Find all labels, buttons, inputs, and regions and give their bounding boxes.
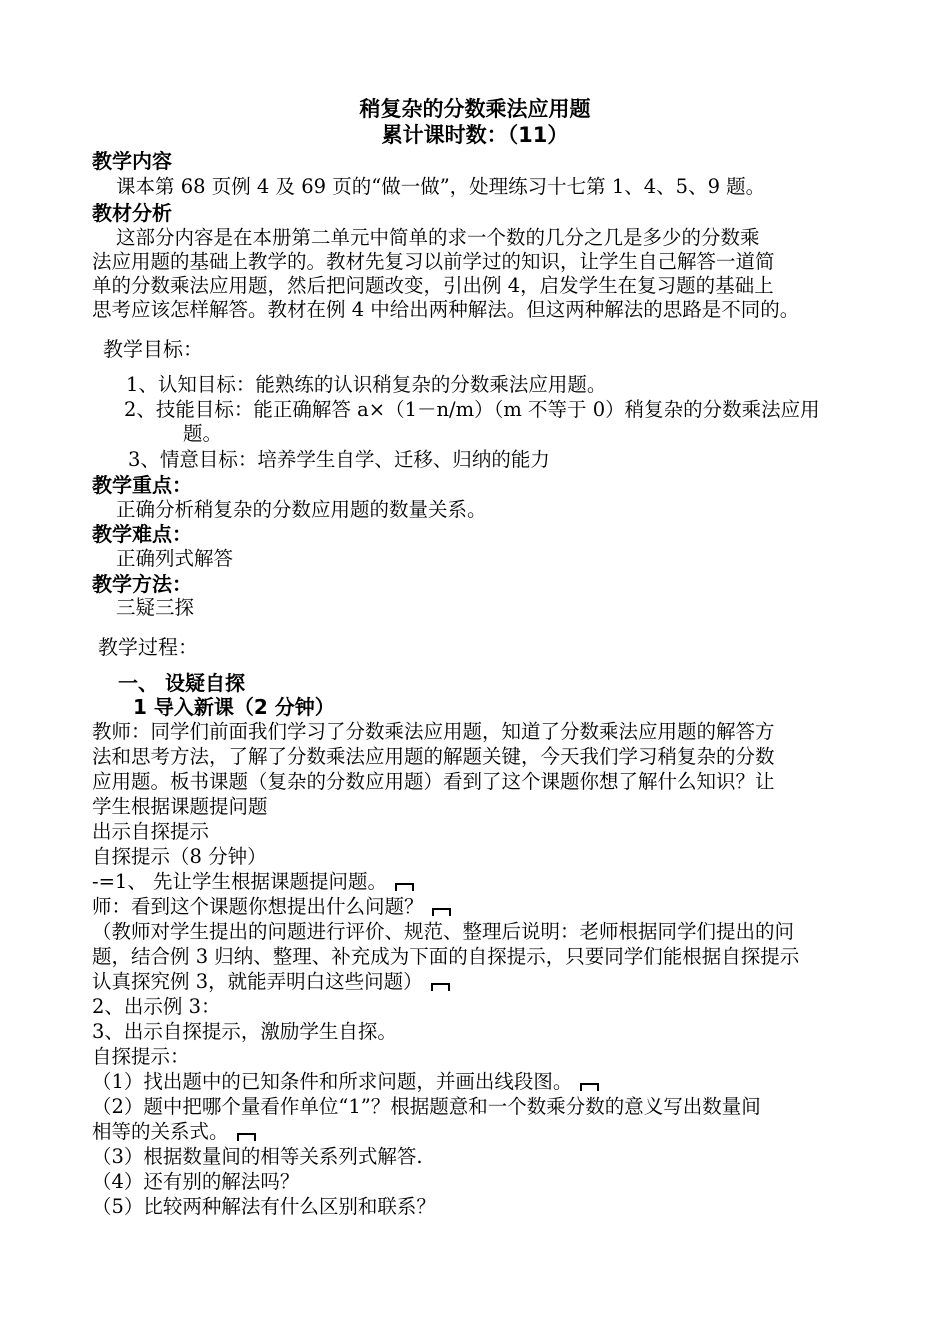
difficulty-text: 正确列式解答 — [116, 547, 234, 570]
step-1-row — [92, 870, 414, 894]
section-heading: 一、 设疑自探 — [118, 671, 245, 695]
intro-line: 学生根据课题提问题 — [92, 795, 268, 818]
analysis-line: 思考应该怎样解答。教材在例 4 中给出两种解法。但这两种解法的思路是不同的。 — [92, 298, 800, 321]
hint-1-row — [92, 1070, 599, 1094]
method-heading: 教学方法： — [92, 572, 192, 596]
teacher-ask-text: 师：看到这个课题你想提出什么问题？ — [92, 895, 424, 918]
content-heading: 教学内容 — [92, 149, 172, 173]
revision-mark-icon — [431, 983, 450, 991]
document-title: 稍复杂的分数乘法应用题 — [359, 97, 591, 121]
hint-time-text: 自探提示（8 分钟） — [92, 845, 267, 868]
goal-affective: 3、情意目标：培养学生自学、迁移、归纳的能力 — [128, 448, 550, 471]
revision-mark-icon — [432, 908, 451, 916]
hint-2-continued: 相等的关系式。 — [92, 1120, 229, 1143]
intro-line: 法和思考方法，了解了分数乘法应用题的解题关键，今天我们学习稍复杂的分数 — [92, 745, 775, 768]
hint-1-text: （1）找出题中的已知条件和所求问题，并画出线段图。 — [92, 1070, 573, 1093]
content-text: 课本第 68 页例 4 及 69 页的“做一做”，处理练习十七第 1、4、5、9 题。 — [116, 175, 766, 198]
teacher-ask-row — [92, 895, 451, 919]
note-line: （教师对学生提出的问题进行评价、规范、整理后说明：老师根据同学们提出的问 — [92, 920, 795, 943]
hints-label: 自探提示： — [92, 1045, 190, 1068]
analysis-line: 单的分数乘法应用题，然后把问题改变，引出例 4，启发学生在复习题的基础上 — [92, 274, 774, 297]
key-heading: 教学重点： — [92, 473, 192, 497]
goal-skill-continued: 题。 — [183, 422, 223, 445]
process-heading: 教学过程： — [98, 635, 198, 659]
step-2-text: 2、出示例 3： — [92, 995, 221, 1018]
subsection-heading: 1 导入新课（2 分钟） — [133, 695, 335, 719]
hint-3-text: （3）根据数量间的相等关系列式解答. — [92, 1145, 423, 1168]
hint-4-text: （4）还有别的解法吗？ — [92, 1170, 300, 1193]
analysis-heading: 教材分析 — [92, 201, 172, 225]
analysis-line: 法应用题的基础上教学的。教材先复习以前学过的知识，让学生自己解答一道简 — [92, 250, 775, 273]
intro-line: 应用题。板书课题（复杂的分数应用题）看到了这个课题你想了解什么知识？让 — [92, 770, 775, 793]
goal-skill: 2、技能目标：能正确解答 a×（1－n/m）（m 不等于 0）稍复杂的分数乘法应用 — [124, 398, 820, 421]
revision-mark-icon — [580, 1083, 599, 1091]
analysis-line: 这部分内容是在本册第二单元中简单的求一个数的几分之几是多少的分数乘 — [116, 226, 760, 249]
lesson-count: 累计课时数：（11） — [381, 123, 569, 147]
key-text: 正确分析稍复杂的分数应用题的数量关系。 — [116, 498, 487, 521]
intro-line: 教师：同学们前面我们学习了分数乘法应用题，知道了分数乘法应用题的解答方 — [92, 720, 775, 743]
hint-2-text: （2）题中把哪个量看作单位“1”？根据题意和一个数乘分数的意义写出数量间 — [92, 1095, 761, 1118]
revision-mark-icon — [395, 883, 414, 891]
step-1-text: -=1、 先让学生根据课题提问题。 — [92, 870, 388, 893]
revision-mark-icon — [237, 1133, 256, 1141]
note-line: 题，结合例 3 归纳、整理、补充成为下面的自探提示，只要同学们能根据自探提示 — [92, 945, 800, 968]
difficulty-heading: 教学难点： — [92, 522, 192, 546]
goal-cognitive: 1、认知目标：能熟练的认识稍复杂的分数乘法应用题。 — [126, 373, 607, 396]
hint-5-text: （5）比较两种解法有什么区别和联系？ — [92, 1195, 436, 1218]
note-line-row — [92, 970, 450, 994]
method-text: 三疑三探 — [116, 596, 195, 619]
hint-2-row — [92, 1120, 256, 1144]
show-hint-text: 出示自探提示 — [92, 820, 210, 843]
note-line: 认真探究例 3，就能弄明白这些问题） — [92, 970, 423, 993]
step-3-text: 3、出示自探提示，激励学生自探。 — [92, 1020, 397, 1043]
goals-heading: 教学目标： — [103, 337, 203, 361]
